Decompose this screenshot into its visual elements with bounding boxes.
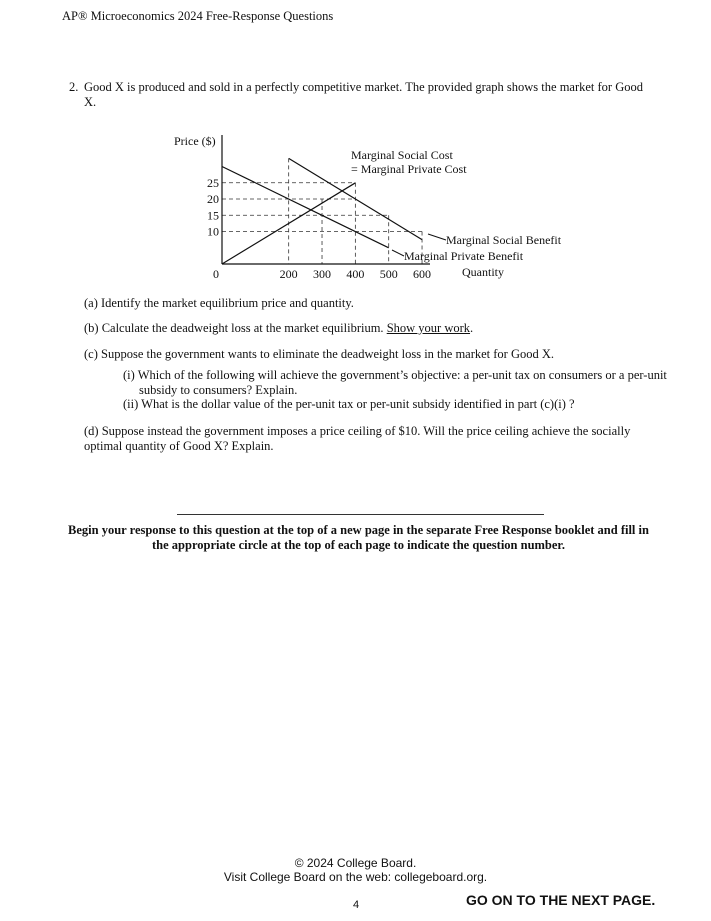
mpb-curve-label: Marginal Private Benefit xyxy=(404,249,524,263)
x-tick-label: 400 xyxy=(346,267,365,281)
go-on-next-page: GO ON TO THE NEXT PAGE. xyxy=(466,892,656,908)
show-your-work: Show your work xyxy=(386,321,471,335)
x-tick-label: 500 xyxy=(379,267,398,281)
footer-visit: Visit College Board on the web: collegeboard.org. xyxy=(223,870,488,884)
mpb-curve xyxy=(222,167,389,248)
y-tick-label: 20 xyxy=(207,192,219,206)
part-c-ii: (ii) What is the dollar value of the per-unit tax or per-unit subsidy identified in part (c)(i) ? xyxy=(123,397,575,411)
question-number: 2. xyxy=(69,80,79,94)
divider-rule xyxy=(177,514,544,515)
y-tick-labels xyxy=(207,176,219,239)
mpb-label-pointer xyxy=(392,250,404,256)
y-tick-label: 15 xyxy=(207,208,219,223)
part-d: (d) Suppose instead the government imposes a price ceiling of $10. Will the price ceiling achieve the socially optimal quantity of Good X? Explain. xyxy=(84,424,631,453)
part-c: (c) Suppose the government wants to eliminate the deadweight loss in the market for Good X. xyxy=(84,347,555,361)
x-tick-labels xyxy=(280,267,431,281)
part-b-period: . xyxy=(470,321,474,335)
part-b xyxy=(84,321,664,336)
part-a: (a) Identify the market equilibrium price and quantity. xyxy=(84,296,354,310)
x-tick-label: 600 xyxy=(413,267,432,281)
x-axis-label: Quantity xyxy=(462,265,504,279)
msb-curve-label: Marginal Social Benefit xyxy=(446,233,562,247)
cost-curve-label-line2: = Marginal Private Cost xyxy=(351,162,467,176)
response-instruction: Begin your response to this question at the top of a new page in the separate Free Response booklet and fill in the appropriate circle at the top of each page to indicate the question number. xyxy=(68,523,649,552)
cost-curve-label-line1: Marginal Social Cost xyxy=(351,148,453,162)
part-b-text: (b) Calculate the deadweight loss at the market equilibrium. xyxy=(84,321,384,335)
x-tick-label: 200 xyxy=(279,267,298,281)
y-tick-label: 25 xyxy=(207,175,219,190)
msb-label-pointer xyxy=(428,234,446,240)
market-graph xyxy=(0,0,711,300)
y-axis-label: Price ($) xyxy=(174,134,216,148)
part-c-i: (i) Which of the following will achieve the government’s objective: a per-unit tax on consumers or a per-unit subsidy to consumers? Explain. xyxy=(123,368,667,397)
x-tick-label: 300 xyxy=(313,267,332,281)
page-number: 4 xyxy=(353,899,360,911)
footer-copyright: © 2024 College Board. xyxy=(294,856,417,870)
y-tick-label: 10 xyxy=(207,224,219,239)
origin-label: 0 xyxy=(213,267,219,281)
question-text: Good X is produced and sold in a perfectly competitive market. The provided graph shows the market for Good X. xyxy=(84,80,643,109)
page-header: AP® Microeconomics 2024 Free-Response Questions xyxy=(62,9,334,23)
